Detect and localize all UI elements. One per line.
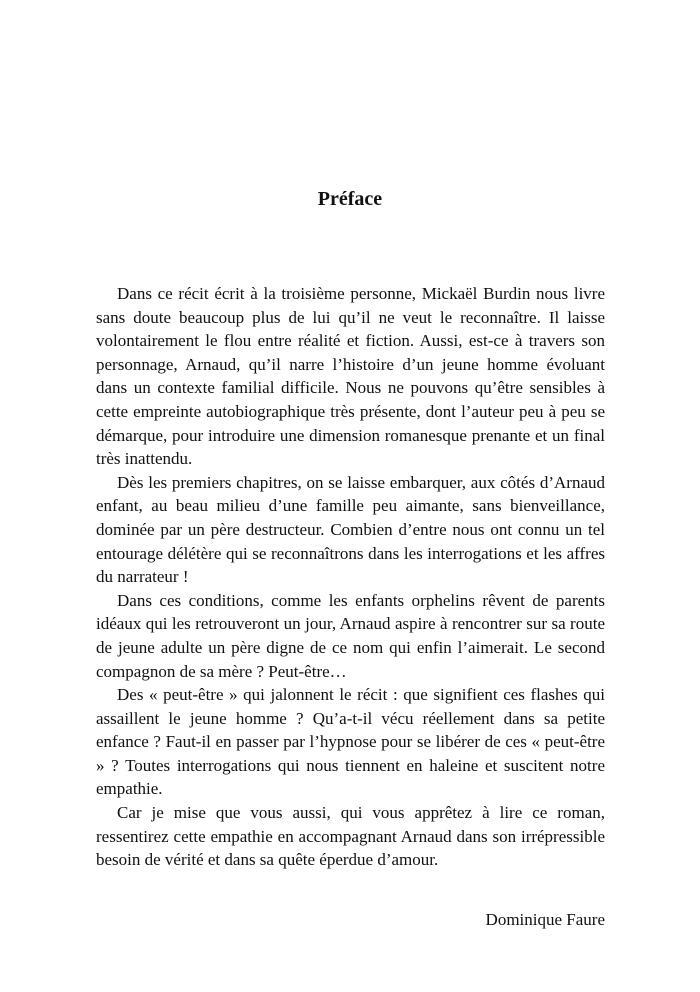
paragraph-2: Dès les premiers chapitres, on se laisse embarquer, aux côtés d’Arnaud enfant, au beau milieu d’une famille peu aimante, sans bienveillance, dominée par un père destructeur. Combien d’entre nous ont connu un tel entourage délétère qui se reconnaîtrons dans les interrogations et les affres du narrateur ! bbox=[96, 472, 605, 587]
paragraph-1: Dans ce récit écrit à la troisième personne, Mickaël Burdin nous livre sans doute beaucoup plus de lui qu’il ne veut le reconnaître. Il laisse volontairement le flou entre réalité et fiction. Aussi, est-ce à travers son personnage, Arnaud, qu’il narre l’histoire d’un jeune homme évoluant dans un contexte familial difficile. Nous ne pouvons qu’être sensibles à cette empreinte autobiographique très présente, dont l’auteur peu à peu se démarque, pour introduire une dimension romanesque prenante et un final très inattendu. bbox=[96, 284, 605, 469]
paragraph-5: Car je mise que vous aussi, qui vous apprêtez à lire ce roman, ressentirez cette empathie en accompagnant Arnaud dans son irrépressible besoin de vérité et dans sa quête éperdue d’amour. bbox=[96, 803, 605, 870]
preface-body bbox=[96, 282, 605, 872]
paragraph-4: Des « peut-être » qui jalonnent le récit : que signifient ces flashes qui assaillent le jeune homme ? Qu’a-t-il vécu réellement dans sa petite enfance ? Faut-il en passer par l’hypnose pour se libérer de ces « peut-être » ? Toutes interrogations qui nous tiennent en haleine et suscitent notre empathie. bbox=[96, 685, 605, 799]
author-signature: Dominique Faure bbox=[485, 910, 605, 929]
paragraph-3: Dans ces conditions, comme les enfants orphelins rêvent de parents idéaux qui les retrouveront un jour, Arnaud aspire à rencontrer sur sa route de jeune adulte un père digne de ce nom qui enfin l’aimerait. Le second compagnon de sa mère ? Peut-être… bbox=[96, 590, 605, 681]
page-title: Préface bbox=[317, 188, 383, 210]
